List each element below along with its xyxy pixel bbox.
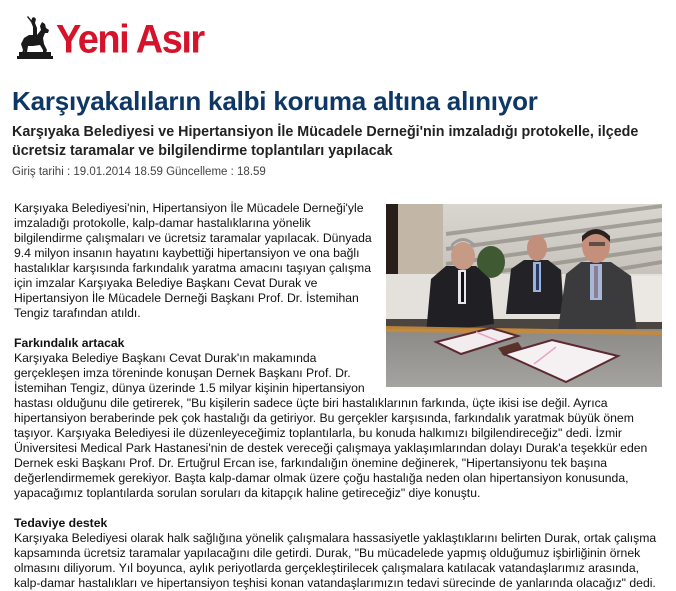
article-intro: Karşıyaka Belediyesi'nin, Hipertansiyon İle Mücadele Derneği'yle imzaladığı protokolle, kalp-damar hastalıklarına yönelik bilgilendirme çalışmaları ve ücretsiz taramalar yapılacak. Dünyada 9.4 milyon insanın hayatını kaybettiği hipertansiyon ve ona bağlı hastalıklar karşısında farkındalık yaratma amacını taşıyan çalışma için imzalar Karşıyaka Belediye Başkanı Cevat Durak ve Hipertansiyon İle Mücadele Derneği Başkanı Prof. Dr. İstemihan Tengiz tarafından atıldı. bbox=[14, 201, 372, 320]
article-title: Karşıyakalıların kalbi koruma altına alınıyor bbox=[12, 86, 538, 116]
section-heading: Farkındalık artacak bbox=[14, 336, 125, 350]
entry-date-label: Giriş tarihi : bbox=[12, 166, 74, 178]
article-photo[interactable] bbox=[386, 204, 662, 387]
section-text: Karşıyaka Belediye Başkanı Cevat Durak'ın makamında gerçekleşen imza töreninde konuşan Dernek Başkanı Prof. Dr. İstemihan Tengiz, dünya üzerinde 1.5 milyar kişinin hipertansiyon hastası olduğunu dile getirerek, "Bu kişilerin sadece üçte biri hastalıklarının farkında, üçte ikisi ise değil. Ayrıca hipertansiyon beraberinde pek çok hastalığı da getiriyor. Bu gerçekler karşısında, farkındalık yaratmak büyük önem taşıyor. Karşıyaka Belediyesi ile düzenleyeceğimiz toplantılarla, bu konuda halkımızı bilgilendireceğiz" dedi. İzmir Üniversitesi Medical Park Hastanesi'nin de destek vereceği çalışmaya yaklaşımlarından dolayı Durak'a teşekkür eden Dernek eski Başkanı Prof. Dr. Ertuğrul Ercan ise, farkındalığın önemine değinerek, "Hipertansiyonu tek başına değerlendirmemek gerekiyor. Başta kalp-damar olmak üzere çoğu hastalığa neden olan hipertansiyon konusunda, yapacağımız toplantılarda sorulan soruları da kitapçık haline getireceğiz" diye konuştu. bbox=[14, 351, 648, 500]
updated-time: 18.59 bbox=[237, 166, 266, 178]
site-logo[interactable] bbox=[15, 14, 204, 63]
article-subtitle: Karşıyaka Belediyesi ve Hipertansiyon İle Mücadele Derneği'nin imzaladığı protokelle, ilçede ücretsiz taramalar ve bilgilendirme toplantıları yapılacak bbox=[12, 124, 639, 159]
section-text: Karşıyaka Belediyesi olarak halk sağlığına yönelik çalışmalara hassasiyetle yaklaştıklarını belirten Durak, ortak çalışma kapsamında ücretsiz taramalar yapılacağını dile getirdi. Durak, "Bu mücadelede yapmış olduğumuz işbirliğinin örnek olmasını diliyorum. Yıl boyunca, aylık periyotlarda gerçekleştirilecek çalışmalara katılacak vatandaşlarımız arasında, kalp-damar hastalıkları ve hipertansiyon teşhisi konan vatandaşlarımızın tedavi sürecinde de yanlarında olacağız" dedi. bbox=[14, 531, 657, 590]
section-heading: Tedaviye destek bbox=[14, 516, 108, 530]
signing-ceremony-photo bbox=[386, 204, 662, 387]
updated-label: Güncelleme : bbox=[162, 166, 238, 178]
entry-date: 19.01.2014 18.59 bbox=[73, 166, 163, 178]
equestrian-statue-icon bbox=[15, 16, 55, 60]
article-body bbox=[14, 201, 664, 591]
brand-name: Yeni Asır bbox=[56, 18, 204, 63]
article-meta bbox=[12, 166, 266, 178]
